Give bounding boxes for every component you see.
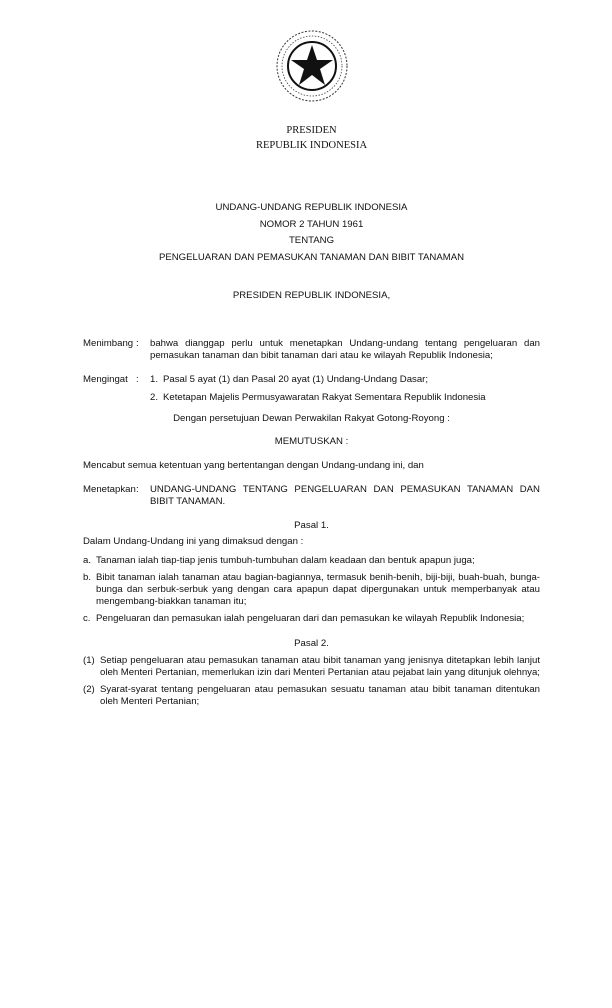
menimbang-text: bahwa dianggap perlu untuk menetapkan Undang-undang tentang pengeluaran dan pemasukan tanaman dan bibit tanaman dari atau ke wilayah Republik Indonesia; [150, 338, 540, 361]
menimbang-label: Menimbang [83, 338, 134, 349]
pasal-1-item-mark: a. [83, 555, 92, 566]
mengingat-row [83, 374, 540, 404]
mengingat-item-text: Pasal 5 ayat (1) dan Pasal 20 ayat (1) Undang-Undang Dasar; [163, 374, 429, 385]
pasal-1-item [83, 572, 540, 608]
garuda-star-emblem [274, 28, 350, 104]
pasal-2-item-mark: (2) [83, 684, 95, 695]
mengingat-item-text: Ketetapan Majelis Permusyawaratan Rakyat Sementara Republik Indonesia [163, 392, 486, 403]
persetujuan: Dengan persetujuan Dewan Perwakilan Rakyat Gotong-Royong : [173, 413, 450, 424]
pasal-2-item-mark: (1) [83, 655, 95, 666]
title-line-2: NOMOR 2 TAHUN 1961 [259, 219, 364, 230]
title-line-1: UNDANG-UNDANG REPUBLIK INDONESIA [215, 202, 408, 213]
header-president: PRESIDEN [286, 125, 337, 136]
mencabut: Mencabut semua ketentuan yang bertentangan dengan Undang-undang ini, dan [83, 460, 424, 471]
menetapkan-text: UNDANG-UNDANG TENTANG PENGELUARAN DAN PEMASUKAN TANAMAN DAN BIBIT TANAMAN. [150, 484, 540, 507]
pasal-2-item-text: Setiap pengeluaran atau pemasukan tanaman atau bibit tanaman yang jenisnya ditetapkan lebih lanjut oleh Menteri Pertanian, memerlukan izin dari Menteri Pertanian atau pejabat lain yang ditunjuk olehnya; [100, 655, 540, 678]
title-line-3: TENTANG [288, 235, 335, 246]
mengingat-colon: : [136, 374, 139, 385]
pasal-1-item [83, 613, 540, 625]
mengingat-item-num: 2. [150, 392, 159, 403]
pasal-1-item-text: Tanaman ialah tiap-tiap jenis tumbuh-tumbuhan dalam keadaan dan bentuk apapun juga; [96, 555, 475, 566]
menimbang-row [83, 338, 540, 362]
mengingat-item [150, 374, 540, 386]
mengingat-item-num: 1. [150, 374, 159, 385]
pasal-2-title: Pasal 2. [294, 638, 329, 649]
mengingat-label: Mengingat [83, 374, 128, 385]
pasal-1-title: Pasal 1. [294, 520, 329, 531]
president-heading: PRESIDEN REPUBLIK INDONESIA, [232, 290, 391, 301]
pasal-1-item-mark: c. [83, 613, 91, 624]
memutuskan: MEMUTUSKAN : [274, 436, 349, 447]
pasal-2-item-text: Syarat-syarat tentang pengeluaran atau pemasukan sesuatu tanaman atau bibit tanaman ditentukan oleh Menteri Pertanian; [100, 684, 540, 707]
pasal-1-item-text: Pengeluaran dan pemasukan ialah pengeluaran dari dan pemasukan ke wilayah Republik Indonesia; [96, 613, 525, 624]
pasal-2-item [83, 655, 540, 679]
title-line-4: PENGELUARAN DAN PEMASUKAN TANAMAN DAN BIBIT TANAMAN [158, 252, 465, 263]
pasal-1-intro: Dalam Undang-Undang ini yang dimaksud dengan : [83, 536, 304, 547]
menetapkan-label: Menetapkan [83, 484, 136, 495]
pasal-2-item [83, 684, 540, 708]
mengingat-item [150, 392, 540, 404]
menimbang-colon: : [136, 338, 139, 349]
menetapkan-colon: : [136, 484, 139, 495]
pasal-1-item [83, 555, 540, 567]
pasal-1-item-text: Bibit tanaman ialah tanaman atau bagian-bagiannya, termasuk benih-benih, biji-biji, buah-buah, bunga-bunga dan serbuk-serbuk yang dengan cara apapun dapat dipergunakan untuk memperbanyak atau mengembang-biakkan tanaman itu; [96, 572, 540, 607]
header-republic: REPUBLIK INDONESIA [255, 140, 368, 151]
pasal-1-item-mark: b. [83, 572, 92, 583]
menetapkan-row [83, 484, 540, 508]
